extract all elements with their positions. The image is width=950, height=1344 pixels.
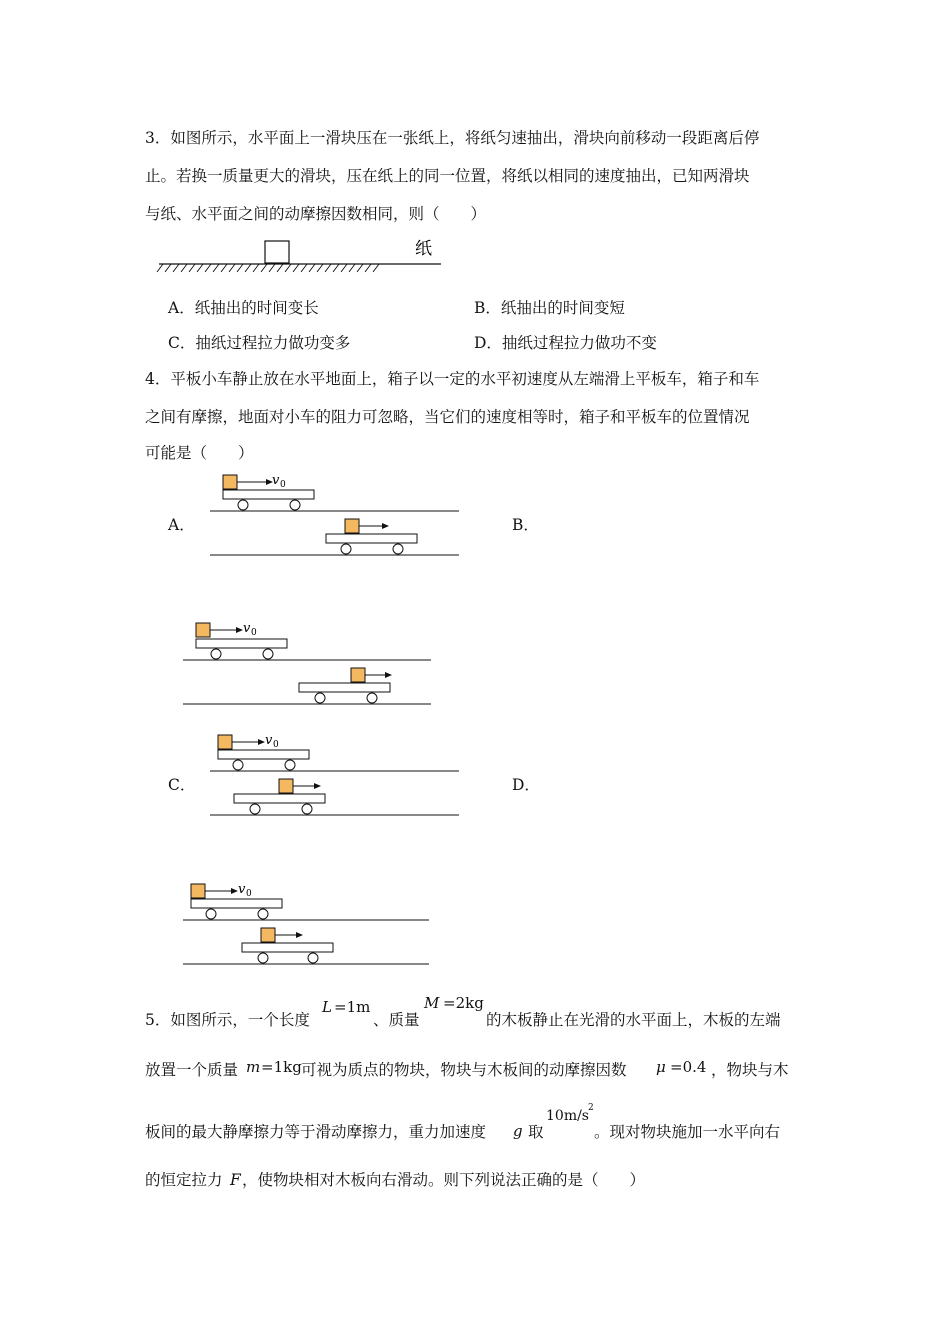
- wheel: [393, 544, 403, 554]
- q4-line-1: 4．平板小车静止放在水平地面上，箱子以一定的水平初速度从左端滑上平板车，箱子和车: [145, 370, 760, 388]
- cart-board: [299, 683, 390, 692]
- wheel: [290, 500, 300, 510]
- paper-label: 纸: [415, 239, 432, 259]
- cart-board: [223, 490, 314, 499]
- v0-label: v: [265, 733, 273, 748]
- box: [351, 668, 365, 682]
- cart-board: [218, 750, 309, 759]
- wheel: [285, 760, 295, 770]
- cart-board: [326, 534, 417, 543]
- q5-text: 放置一个质量: [145, 1061, 239, 1079]
- wheel: [367, 693, 377, 703]
- wheel: [258, 909, 268, 919]
- q4-label-a[interactable]: A．: [168, 516, 195, 534]
- v0-subscript: 0: [251, 628, 257, 638]
- q4-figure-b: [183, 618, 438, 708]
- v0-label: v: [272, 473, 280, 488]
- q5-text: 的恒定拉力: [145, 1171, 223, 1189]
- v0-subscript: 0: [246, 889, 252, 899]
- wheel: [211, 649, 221, 659]
- q4-label-d[interactable]: D．: [512, 776, 540, 794]
- q5-text: 、质量: [373, 1011, 420, 1029]
- hatching: [157, 264, 379, 272]
- q5-text: 。现对物块施加一水平向右: [594, 1123, 781, 1141]
- q5-value-mu: =0.4: [670, 1058, 707, 1076]
- q5-text: 的木板静止在光滑的水平面上，木板的左端: [486, 1011, 781, 1029]
- q5-symbol-M: M: [424, 994, 440, 1012]
- v0-subscript: 0: [280, 480, 286, 490]
- v0-label: v: [238, 882, 246, 897]
- box: [279, 779, 293, 793]
- wheel: [341, 544, 351, 554]
- wheel: [250, 804, 260, 814]
- box: [261, 928, 275, 942]
- q5-text: 板间的最大静摩擦力等于滑动摩擦力，重力加速度: [145, 1123, 487, 1141]
- wheel: [263, 649, 273, 659]
- q5-value-m: =1kg: [261, 1058, 302, 1076]
- wheel: [258, 953, 268, 963]
- box: [218, 735, 232, 749]
- q5-symbol-m: m: [246, 1058, 261, 1076]
- wheel: [302, 804, 312, 814]
- q5-symbol-F: F: [230, 1171, 241, 1189]
- box: [196, 623, 210, 637]
- cart-board: [196, 639, 287, 648]
- q4-figure-a: [210, 470, 465, 560]
- q4-figure-d: [183, 878, 438, 968]
- cart-board: [242, 943, 333, 952]
- q5-symbol-g: g: [513, 1122, 523, 1140]
- q5-text: 5．如图所示，一个长度: [145, 1011, 310, 1029]
- q5-value-M: =2kg: [443, 994, 484, 1012]
- q4-line-3: 可能是（ ）: [145, 444, 254, 462]
- q3-option-c[interactable]: C．抽纸过程拉力做功变多: [168, 334, 351, 352]
- q3-option-b[interactable]: B．纸抽出的时间变短: [474, 299, 625, 317]
- cart-board: [191, 899, 282, 908]
- slider-block: [265, 241, 289, 263]
- cart-board: [234, 794, 325, 803]
- q5-value-g-exponent: 2: [588, 1103, 594, 1113]
- q5-text: ，使物块相对木板向右滑动。则下列说法正确的是（ ）: [242, 1171, 646, 1189]
- v0-subscript: 0: [273, 740, 279, 750]
- q5-text: ，物块与木: [711, 1061, 789, 1079]
- wheel: [315, 693, 325, 703]
- q4-line-2: 之间有摩擦，地面对小车的阻力可忽略，当它们的速度相等时，箱子和平板车的位置情况: [145, 408, 750, 426]
- q5-symbol-L: L: [322, 998, 332, 1016]
- box: [223, 475, 237, 489]
- q5-value-L: =1m: [334, 998, 371, 1016]
- q5-symbol-mu: μ: [656, 1058, 666, 1076]
- q4-label-b[interactable]: B．: [512, 516, 539, 534]
- q3-line-3: 与纸、水平面之间的动摩擦因数相同，则（ ）: [145, 205, 487, 223]
- wheel: [308, 953, 318, 963]
- q3-line-1: 3．如图所示，水平面上一滑块压在一张纸上，将纸匀速抽出，滑块向前移动一段距离后停: [145, 129, 760, 147]
- q3-option-d[interactable]: D．抽纸过程拉力做功不变: [474, 334, 657, 352]
- q5-text: 可视为质点的物块，物块与木板间的动摩擦因数: [301, 1061, 627, 1079]
- wheel: [206, 909, 216, 919]
- wheel: [238, 500, 248, 510]
- q3-line-2: 止。若换一质量更大的滑块，压在纸上的同一位置，将纸以相同的速度抽出，已知两滑块: [145, 167, 750, 185]
- box: [191, 884, 205, 898]
- q3-figure: [155, 234, 455, 274]
- q4-label-c[interactable]: C．: [168, 776, 196, 794]
- box: [345, 519, 359, 533]
- q5-text: 取: [528, 1123, 544, 1141]
- v0-label: v: [243, 621, 251, 636]
- wheel: [233, 760, 243, 770]
- q3-option-a[interactable]: A．纸抽出的时间变长: [168, 299, 319, 317]
- q5-value-g: 10m/s: [546, 1108, 589, 1124]
- q4-figure-c: [210, 730, 465, 820]
